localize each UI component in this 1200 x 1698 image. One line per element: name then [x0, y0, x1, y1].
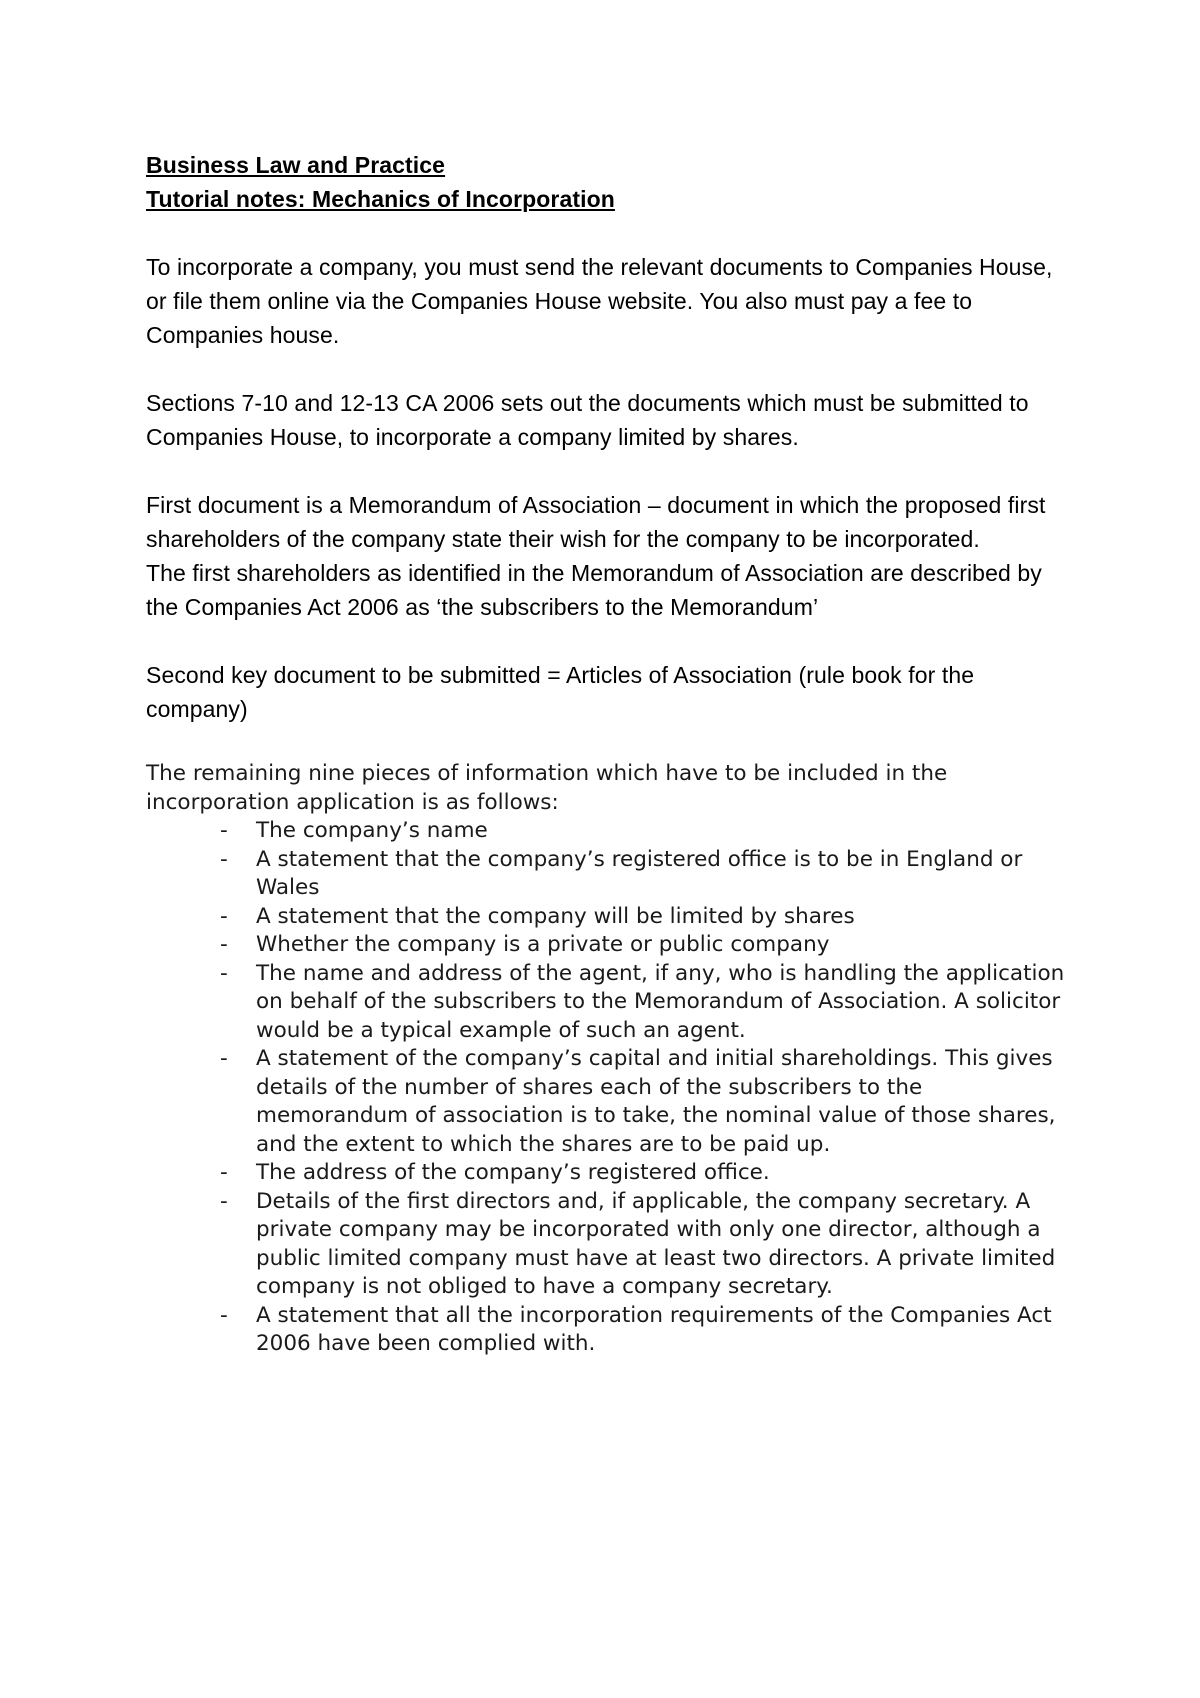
document-title: Business Law and Practice	[146, 152, 446, 178]
dash-bullet: -	[220, 846, 228, 872]
dash-bullet: -	[220, 932, 228, 957]
document-body-upper	[146, 148, 1076, 726]
list-item	[220, 960, 1076, 1046]
list-item	[220, 931, 1076, 960]
dash-bullet: -	[220, 1302, 228, 1328]
spacer	[146, 454, 1076, 488]
document-page	[146, 148, 1076, 1359]
dash-bullet: -	[220, 1046, 228, 1071]
list-item	[220, 1188, 1076, 1302]
paragraph-incorporation-intro: To incorporate a company, you must send the relevant documents to Companies House, or file them online via the Companies House website. You also must pay a fee to Companies house.	[146, 254, 1053, 348]
list-item-text: Details of the first directors and, if applicable, the company secretary. A private company may be incorporated with only one director, although a public limited company must have at least two directors. A private limited company is not obliged to have a company secretary.	[256, 1188, 1056, 1299]
paragraph-articles: Second key document to be submitted = Articles of Association (rule book for the company)	[146, 662, 975, 722]
dash-bullet: -	[220, 960, 228, 986]
spacer	[146, 216, 1076, 250]
paragraph-subscribers: The first shareholders as identified in the Memorandum of Association are described by the Companies Act 2006 as ‘the subscribers to the Memorandum’	[146, 560, 1042, 620]
list-item	[220, 1302, 1076, 1359]
list-item-text: A statement that all the incorporation requirements of the Companies Act 2006 have been complied with.	[256, 1302, 1052, 1356]
spacer	[146, 352, 1076, 386]
dash-bullet: -	[220, 903, 228, 929]
list-item-text: The name and address of the agent, if any, who is handling the application on behalf of the subscribers to the Memorandum of Association. A solicitor would be a typical example of such an agent.	[256, 960, 1065, 1043]
list-item-text: Whether the company is a private or public company	[256, 932, 830, 957]
list-item-text: A statement that the company’s registered office is to be in England or Wales	[256, 846, 1023, 900]
list-intro: The remaining nine pieces of information which have to be included in the incorporation application is as follows:	[146, 761, 948, 815]
paragraph-sections: Sections 7-10 and 12-13 CA 2006 sets out the documents which must be submitted to Companies House, to incorporate a company limited by shares.	[146, 390, 1029, 450]
list-item	[220, 1045, 1076, 1159]
list-item-text: A statement of the company’s capital and initial shareholdings. This gives details of the number of shares each of the subscribers to the memorandum of association is to take, the nominal value of those shares, and the extent to which the shares are to be paid up.	[256, 1046, 1056, 1157]
document-body-lower	[146, 760, 1076, 1359]
dash-bullet: -	[220, 1160, 228, 1185]
list-item-text: The address of the company’s registered office.	[256, 1160, 770, 1185]
spacer	[146, 624, 1076, 658]
list-item	[220, 903, 1076, 932]
requirements-list	[146, 817, 1076, 1359]
list-item-text: The company’s name	[256, 818, 488, 843]
dash-bullet: -	[220, 818, 228, 843]
dash-bullet: -	[220, 1188, 228, 1214]
list-item	[220, 1159, 1076, 1188]
list-item	[220, 846, 1076, 903]
list-item-text: A statement that the company will be limited by shares	[256, 903, 855, 929]
list-item	[220, 817, 1076, 846]
paragraph-memorandum: First document is a Memorandum of Association – document in which the proposed first shareholders of the company state their wish for the company to be incorporated.	[146, 492, 1046, 552]
document-subtitle: Tutorial notes: Mechanics of Incorporation	[146, 186, 615, 212]
